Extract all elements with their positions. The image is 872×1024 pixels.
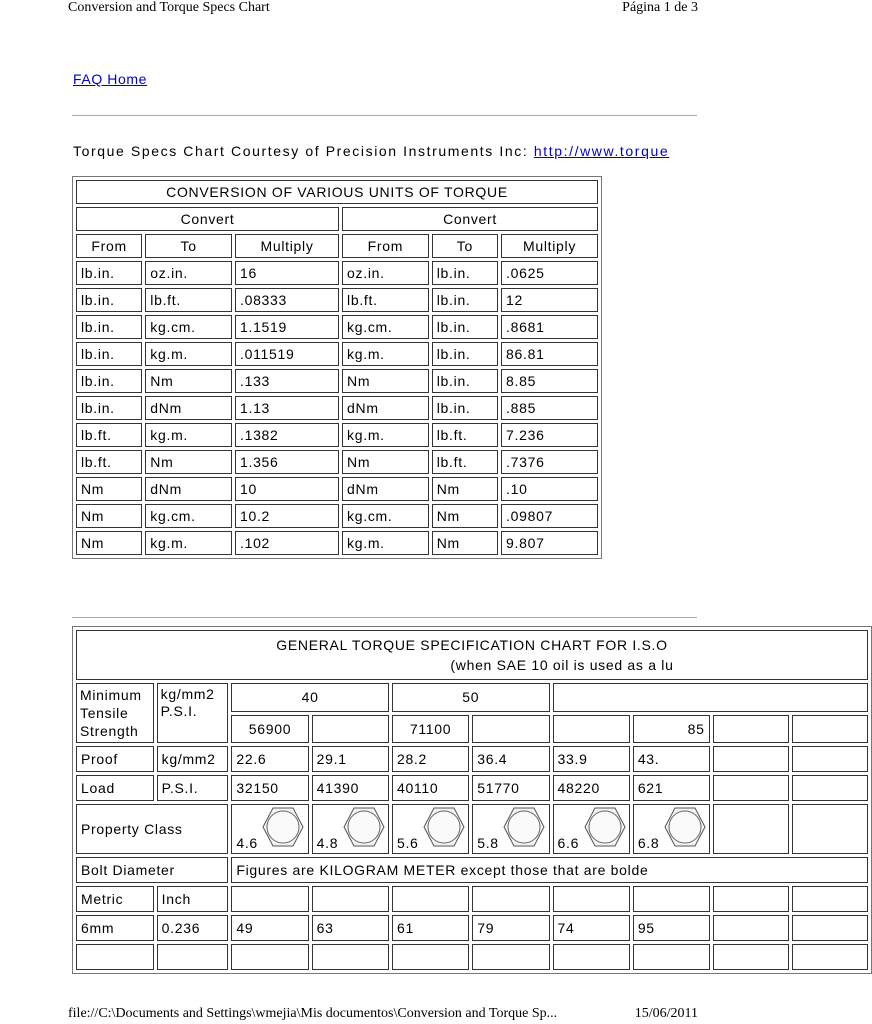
empty-cell: [76, 944, 154, 970]
conversion-cell: .1382: [235, 423, 339, 447]
conversion-row: [76, 315, 598, 339]
conversion-cell: dNm: [342, 396, 429, 420]
empty-cell: [713, 886, 789, 912]
torque-value: [713, 915, 789, 941]
conversion-cell: lb.ft.: [432, 450, 498, 474]
conversion-cell: .8681: [501, 315, 598, 339]
conversion-cell: kg.cm.: [342, 315, 429, 339]
conversion-cell: lb.in.: [76, 369, 142, 393]
empty-cell: [792, 886, 868, 912]
tensile-kg-next: [553, 683, 868, 712]
conversion-row: [76, 423, 598, 447]
conversion-cell: 7.236: [501, 423, 598, 447]
general-chart-title: [76, 630, 868, 680]
proof-label: Proof: [76, 746, 154, 772]
hex-bolt-icon: [664, 807, 706, 847]
conversion-cell: 1.1519: [235, 315, 339, 339]
conversion-cell: Nm: [432, 504, 498, 528]
conversion-row: [76, 450, 598, 474]
load-value: 51770: [472, 775, 549, 801]
general-torque-table: [72, 626, 872, 974]
convert-group-left: Convert: [76, 207, 339, 231]
conversion-cell: lb.in.: [432, 369, 498, 393]
conversion-cell: 86.81: [501, 342, 598, 366]
conversion-cell: 12: [501, 288, 598, 312]
empty-cell: [633, 886, 710, 912]
empty-cell: [792, 944, 868, 970]
load-row: [76, 775, 868, 801]
column-header: To: [145, 234, 232, 258]
conversion-cell: dNm: [145, 396, 232, 420]
conversion-cell: lb.in.: [432, 261, 498, 285]
hex-bolt-icon: [503, 807, 545, 847]
torque-value: 95: [633, 915, 710, 941]
column-header: Multiply: [501, 234, 598, 258]
conversion-cell: oz.in.: [342, 261, 429, 285]
conversion-cell: oz.in.: [145, 261, 232, 285]
general-title-line1: GENERAL TORQUE SPECIFICATION CHART FOR I.S.O: [276, 637, 668, 653]
proof-value: 33.9: [553, 746, 630, 772]
conversion-title: CONVERSION OF VARIOUS UNITS OF TORQUE: [76, 180, 598, 204]
load-value: [713, 775, 789, 801]
empty-cell: [553, 944, 630, 970]
conversion-cell: lb.ft.: [76, 450, 142, 474]
conversion-cell: Nm: [76, 477, 142, 501]
bolt-diameter-note: Figures are KILOGRAM METER except those that are bolde: [231, 857, 868, 883]
tensile-psi: 71100: [392, 715, 469, 744]
divider: [72, 115, 697, 116]
conversion-cell: lb.in.: [432, 288, 498, 312]
conversion-cell: Nm: [76, 504, 142, 528]
hex-bolt-icon: [343, 807, 385, 847]
conversion-cell: 16: [235, 261, 339, 285]
conversion-cell: kg.m.: [145, 423, 232, 447]
conversion-cell: Nm: [145, 369, 232, 393]
property-class-value: 4.6: [236, 835, 258, 851]
empty-cell: [392, 886, 469, 912]
tensile-psi: 56900: [231, 715, 308, 744]
column-header: From: [76, 234, 142, 258]
conversion-cell: kg.cm.: [342, 504, 429, 528]
tensile-psi: [472, 715, 549, 744]
metric-label: Metric: [76, 886, 154, 912]
property-class-label: Property Class: [76, 804, 228, 854]
conversion-cell: .10: [501, 477, 598, 501]
proof-value: 22.6: [231, 746, 308, 772]
conversion-cell: Nm: [342, 369, 429, 393]
property-class-value: 4.8: [316, 835, 339, 851]
credit-line: [73, 143, 697, 159]
torque-value: 61: [392, 915, 469, 941]
property-class-cell: [472, 804, 549, 854]
property-class-cell: [792, 804, 868, 854]
tensile-psi: [713, 715, 789, 744]
column-headers: [76, 234, 598, 258]
tensile-units: kg/mm2 P.S.I.: [157, 683, 229, 743]
tensile-kg-40: 40: [231, 683, 389, 712]
empty-cell: [157, 944, 229, 970]
conversion-cell: lb.in.: [76, 261, 142, 285]
property-class-cell: [312, 804, 389, 854]
property-class-cell: [553, 804, 630, 854]
conversion-cell: .7376: [501, 450, 598, 474]
conversion-row: [76, 342, 598, 366]
proof-value: 43.: [633, 746, 710, 772]
conversion-cell: kg.m.: [342, 531, 429, 555]
column-header: To: [432, 234, 498, 258]
tensile-label: Minimum Tensile Strength: [76, 683, 154, 743]
conversion-cell: .885: [501, 396, 598, 420]
inch-label: Inch: [157, 886, 229, 912]
conversion-cell: lb.in.: [432, 396, 498, 420]
property-class-cell: [633, 804, 710, 854]
conversion-cell: Nm: [432, 477, 498, 501]
column-header: Multiply: [235, 234, 339, 258]
empty-cell: [633, 944, 710, 970]
faq-home-link[interactable]: FAQ Home: [73, 71, 148, 87]
conversion-cell: Nm: [432, 531, 498, 555]
hex-bolt-icon: [262, 807, 304, 847]
torque-value: 49: [231, 915, 308, 941]
conversion-cell: kg.cm.: [145, 504, 232, 528]
property-class-value: 5.8: [477, 835, 499, 851]
file-path: file://C:\Documents and Settings\wmejia\Mis documentos\Conversion and Torque Sp...: [68, 1006, 558, 1021]
proof-row: [76, 746, 868, 772]
conversion-cell: lb.in.: [432, 342, 498, 366]
document-title: Conversion and Torque Specs Chart: [68, 0, 270, 15]
conversion-row: [76, 369, 598, 393]
print-header: [68, 0, 698, 22]
metric-size: 6mm: [76, 915, 154, 941]
credit-link[interactable]: http://www.torque: [533, 143, 670, 159]
inch-size: 0.236: [157, 915, 229, 941]
convert-group-right: Convert: [342, 207, 598, 231]
tensile-kg-50: 50: [392, 683, 550, 712]
hex-bolt-icon: [423, 807, 465, 847]
property-class-value: 6.8: [637, 835, 660, 851]
tensile-psi: [312, 715, 389, 744]
conversion-cell: lb.ft.: [76, 423, 142, 447]
proof-value: 28.2: [392, 746, 469, 772]
next-row-partial: [76, 944, 868, 970]
load-value: 41390: [312, 775, 389, 801]
conversion-cell: lb.ft.: [432, 423, 498, 447]
conversion-cell: 1.356: [235, 450, 339, 474]
unit-row: [76, 886, 868, 912]
proof-value: 29.1: [312, 746, 389, 772]
property-class-value: 6.6: [557, 835, 580, 851]
conversion-table: [72, 176, 602, 559]
proof-value: [792, 746, 868, 772]
conversion-cell: .09807: [501, 504, 598, 528]
page-number: Página 1 de 3: [622, 0, 698, 15]
bolt-6mm-row: [76, 915, 868, 941]
property-class-cell: [713, 804, 789, 854]
conversion-cell: 10: [235, 477, 339, 501]
column-header: From: [342, 234, 429, 258]
load-value: 32150: [231, 775, 308, 801]
conversion-cell: kg.m.: [342, 342, 429, 366]
empty-cell: [553, 886, 630, 912]
proof-value: [713, 746, 789, 772]
property-class-value: 5.6: [396, 835, 419, 851]
general-title-line2: (when SAE 10 oil is used as a lu: [450, 657, 674, 673]
load-value: [792, 775, 868, 801]
proof-value: 36.4: [472, 746, 549, 772]
proof-unit: kg/mm2: [157, 746, 229, 772]
conversion-cell: kg.m.: [342, 423, 429, 447]
conversion-cell: lb.in.: [76, 315, 142, 339]
property-class-cell: [392, 804, 469, 854]
conversion-cell: lb.in.: [432, 315, 498, 339]
conversion-cell: lb.in.: [76, 288, 142, 312]
conversion-cell: .133: [235, 369, 339, 393]
conversion-cell: dNm: [145, 477, 232, 501]
tensile-psi: [553, 715, 630, 744]
print-date: 15/06/2011: [634, 1006, 698, 1021]
load-value: 40110: [392, 775, 469, 801]
conversion-cell: 8.85: [501, 369, 598, 393]
empty-cell: [312, 944, 389, 970]
property-class-cell: [231, 804, 308, 854]
conversion-cell: Nm: [342, 450, 429, 474]
bolt-diameter-row: [76, 857, 868, 883]
divider: [72, 617, 697, 618]
conversion-row: [76, 288, 598, 312]
conversion-cell: .0625: [501, 261, 598, 285]
torque-value: [792, 915, 868, 941]
torque-value: 63: [312, 915, 389, 941]
conversion-row: [76, 531, 598, 555]
conversion-cell: .08333: [235, 288, 339, 312]
conversion-cell: kg.m.: [145, 531, 232, 555]
property-class-row: [76, 804, 868, 854]
credit-text: Torque Specs Chart Courtesy of Precision Instruments Inc:: [73, 143, 534, 159]
conversion-cell: dNm: [342, 477, 429, 501]
general-chart-viewport: [72, 626, 705, 956]
conversion-cell: lb.ft.: [342, 288, 429, 312]
conversion-cell: lb.in.: [76, 342, 142, 366]
torque-value: 74: [553, 915, 630, 941]
empty-cell: [392, 944, 469, 970]
load-unit: P.S.I.: [157, 775, 229, 801]
conversion-cell: Nm: [76, 531, 142, 555]
tensile-psi: [792, 715, 868, 744]
conversion-row: [76, 261, 598, 285]
conversion-cell: 9.807: [501, 531, 598, 555]
hex-bolt-icon: [584, 807, 626, 847]
conversion-cell: 1.13: [235, 396, 339, 420]
print-footer: [68, 1006, 698, 1024]
conversion-cell: kg.m.: [145, 342, 232, 366]
load-value: 621: [633, 775, 710, 801]
empty-cell: [231, 944, 308, 970]
load-label: Load: [76, 775, 154, 801]
conversion-cell: 10.2: [235, 504, 339, 528]
bolt-diameter-label: Bolt Diameter: [76, 857, 228, 883]
conversion-cell: .011519: [235, 342, 339, 366]
conversion-cell: lb.in.: [76, 396, 142, 420]
conversion-cell: .102: [235, 531, 339, 555]
conversion-row: [76, 396, 598, 420]
empty-cell: [472, 886, 549, 912]
empty-cell: [231, 886, 308, 912]
torque-value: 79: [472, 915, 549, 941]
conversion-cell: lb.ft.: [145, 288, 232, 312]
conversion-row: [76, 504, 598, 528]
tensile-psi: 85: [633, 715, 710, 744]
conversion-cell: Nm: [145, 450, 232, 474]
empty-cell: [713, 944, 789, 970]
empty-cell: [312, 886, 389, 912]
empty-cell: [472, 944, 549, 970]
conversion-cell: kg.cm.: [145, 315, 232, 339]
load-value: 48220: [553, 775, 630, 801]
conversion-row: [76, 477, 598, 501]
